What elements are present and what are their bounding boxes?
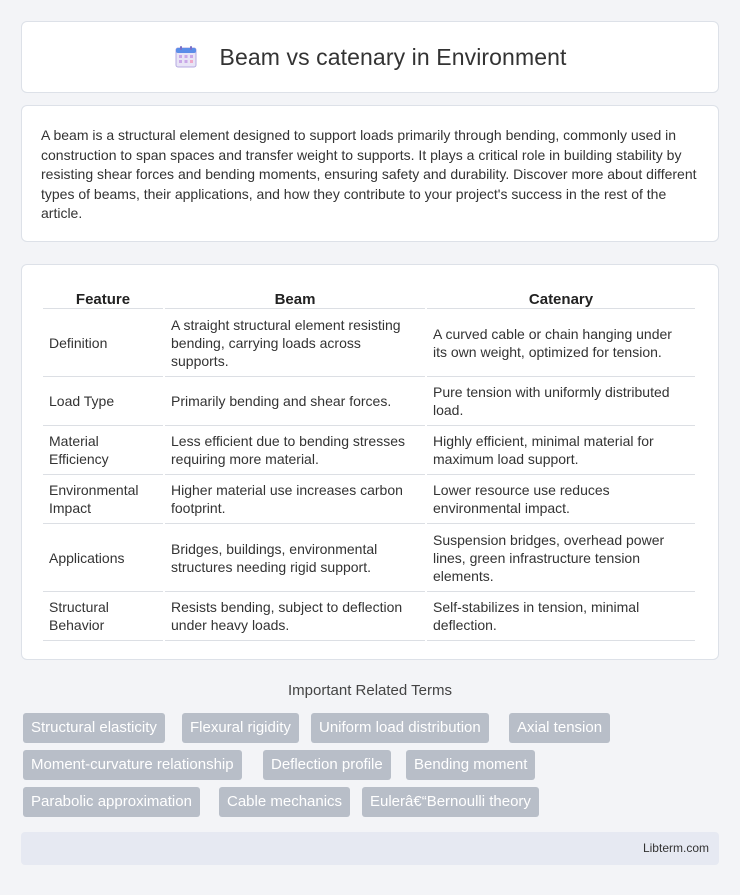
comparison-table	[41, 283, 697, 641]
term-tag[interactable]: Flexural rigidity	[182, 713, 299, 743]
cell-catenary: Suspension bridges, overhead power lines, green infrastructure tension elements.	[427, 524, 695, 592]
cell-feature: Definition	[43, 309, 163, 377]
cell-catenary: A curved cable or chain hanging under its own weight, optimized for tension.	[427, 309, 695, 377]
header-card	[21, 21, 719, 93]
page-title: Beam vs catenary in Environment	[219, 43, 567, 70]
table-row	[43, 592, 695, 641]
calendar-icon	[174, 45, 198, 69]
term-tag[interactable]: Parabolic approximation	[23, 787, 200, 817]
footer	[21, 832, 719, 865]
cell-beam: Higher material use increases carbon footprint.	[165, 475, 425, 524]
cell-catenary: Self-stabilizes in tension, minimal deflection.	[427, 592, 695, 641]
table-row	[43, 475, 695, 524]
header-feature: Feature	[43, 283, 163, 309]
cell-catenary: Pure tension with uniformly distributed load.	[427, 377, 695, 426]
cell-feature: Applications	[43, 524, 163, 592]
cell-beam: Bridges, buildings, environmental structures needing rigid support.	[165, 524, 425, 592]
footer-site-link[interactable]: Libterm.com	[642, 841, 709, 855]
table-row	[43, 426, 695, 475]
cell-feature: Structural Behavior	[43, 592, 163, 641]
term-tag[interactable]: Bending moment	[406, 750, 535, 780]
cell-feature: Environmental Impact	[43, 475, 163, 524]
term-tag[interactable]: Axial tension	[509, 713, 610, 743]
cell-catenary: Highly efficient, minimal material for maximum load support.	[427, 426, 695, 475]
term-tag[interactable]: Cable mechanics	[219, 787, 350, 817]
term-tag[interactable]: Moment-curvature relationship	[23, 750, 242, 780]
cell-beam: A straight structural element resisting bending, carrying loads across supports.	[165, 309, 425, 377]
cell-feature: Load Type	[43, 377, 163, 426]
term-tag[interactable]: Uniform load distribution	[311, 713, 489, 743]
cell-feature: Material Efficiency	[43, 426, 163, 475]
term-tag[interactable]: Deflection profile	[263, 750, 391, 780]
table-row	[43, 309, 695, 377]
intro-card	[21, 105, 719, 242]
table-header-row	[43, 283, 695, 309]
related-terms-title: Important Related Terms	[288, 682, 452, 699]
comparison-card	[21, 264, 719, 660]
header-catenary: Catenary	[427, 283, 695, 309]
term-tag[interactable]: Structural elasticity	[23, 713, 165, 743]
cell-beam: Primarily bending and shear forces.	[165, 377, 425, 426]
cell-beam: Less efficient due to bending stresses requiring more material.	[165, 426, 425, 475]
table-row	[43, 524, 695, 592]
cell-beam: Resists bending, subject to deflection under heavy loads.	[165, 592, 425, 641]
cell-catenary: Lower resource use reduces environmental impact.	[427, 475, 695, 524]
header-beam: Beam	[165, 283, 425, 309]
intro-text: A beam is a structural element designed to support loads primarily through bending, commonly used in construction to span spaces and transfer weight to supports. It plays a critical role in building stability by resisting shear forces and bending moments, ensuring safety and durability. Discover more about different types of beams, their applications, and how they contribute to your project's success in the rest of the article.	[41, 127, 697, 222]
table-row	[43, 377, 695, 426]
term-tag[interactable]: Eulerâ€“Bernoulli theory	[362, 787, 539, 817]
